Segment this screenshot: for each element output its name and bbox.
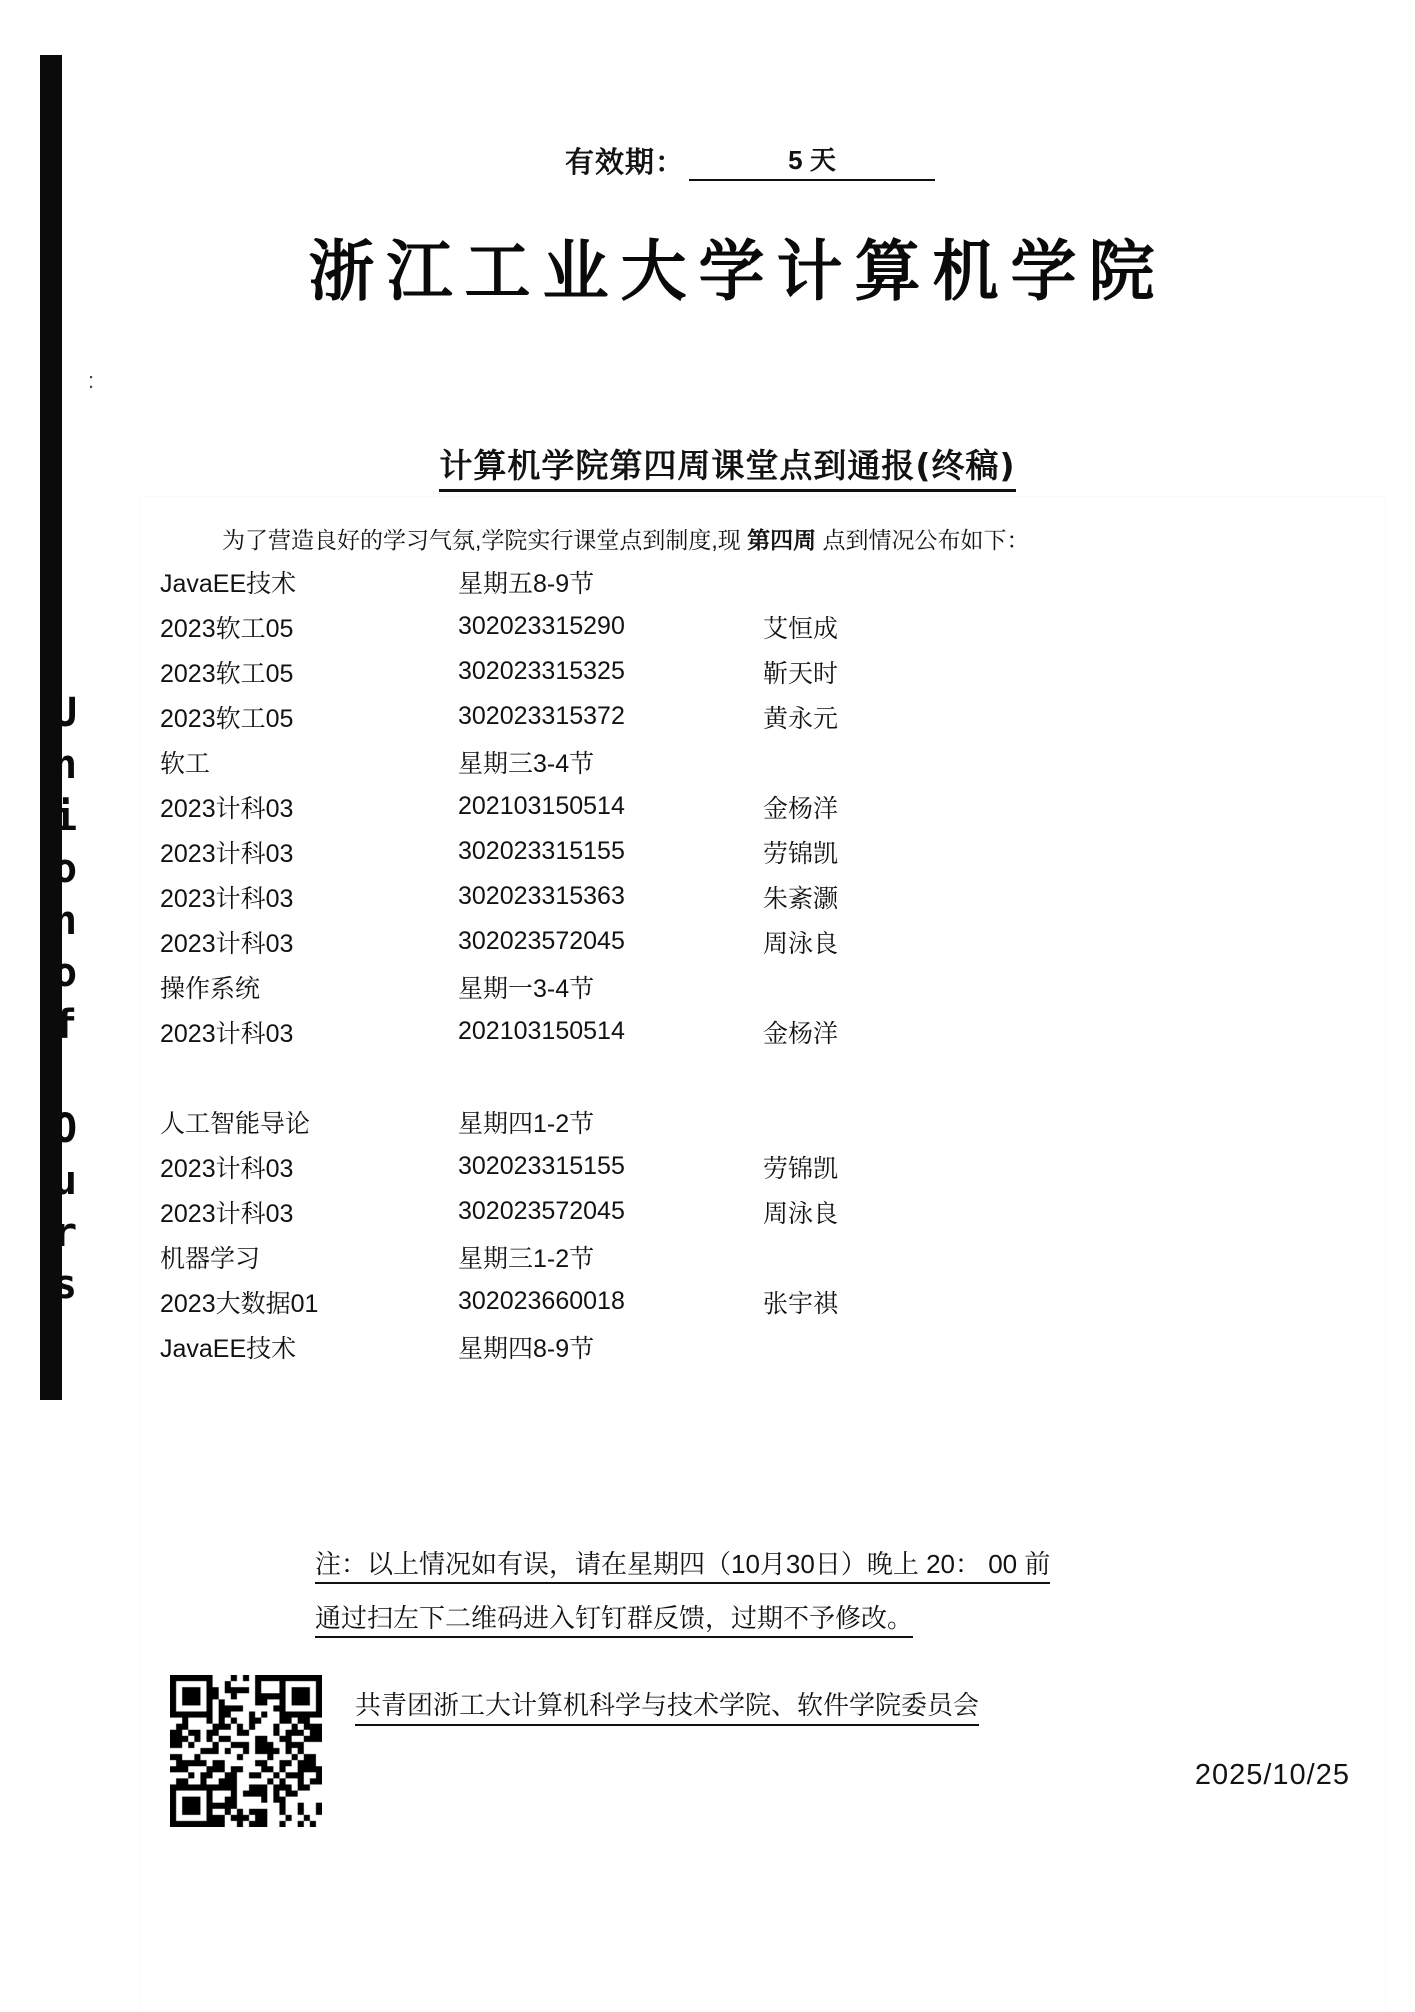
student-name: 靳天时 bbox=[763, 659, 839, 688]
document-title bbox=[0, 440, 1415, 487]
stray-colon-mark: : bbox=[88, 368, 95, 393]
student-id: 302023315372 bbox=[458, 702, 625, 730]
document-title-text: 计算机学院第四周课堂点到通报(终稿) bbox=[439, 446, 1015, 492]
validity-field bbox=[565, 140, 935, 181]
validity-value: 5 天 bbox=[689, 140, 935, 181]
course-time: 星期四8-9节 bbox=[458, 1334, 595, 1363]
intro-after: 点到情况公布如下： bbox=[816, 527, 1030, 553]
table-row bbox=[160, 1009, 1340, 1054]
student-id: 302023315290 bbox=[458, 612, 625, 640]
vertical-watermark-text: Unionof Ours bbox=[42, 690, 88, 1314]
course-time: 星期一3-4节 bbox=[458, 974, 595, 1003]
table-row bbox=[160, 784, 1340, 829]
course-name: 软工 bbox=[160, 749, 211, 778]
student-id: 302023660018 bbox=[458, 1287, 625, 1315]
student-name: 金杨洋 bbox=[763, 1019, 839, 1048]
record-spacer bbox=[160, 1054, 1340, 1099]
student-class: 2023软工05 bbox=[160, 659, 294, 688]
note-line-2 bbox=[315, 1591, 1335, 1645]
course-time: 星期四1-2节 bbox=[458, 1109, 595, 1138]
qr-code-icon[interactable] bbox=[170, 1675, 322, 1827]
course-name: JavaEE技术 bbox=[160, 569, 297, 598]
student-id: 302023315363 bbox=[458, 882, 625, 910]
course-header-row bbox=[160, 1324, 1340, 1369]
table-row bbox=[160, 694, 1340, 739]
student-name: 张宇祺 bbox=[763, 1289, 839, 1318]
course-header-row bbox=[160, 559, 1340, 604]
student-id: 302023315325 bbox=[458, 657, 625, 685]
student-name: 周泳良 bbox=[763, 929, 839, 958]
student-name: 黄永元 bbox=[763, 704, 839, 733]
course-time: 星期五8-9节 bbox=[458, 569, 595, 598]
student-id: 202103150514 bbox=[458, 1017, 625, 1045]
attendance-records-list bbox=[160, 559, 1340, 1369]
student-name: 劳锦凯 bbox=[763, 839, 839, 868]
footer-organization bbox=[355, 1685, 979, 1722]
table-row bbox=[160, 1189, 1340, 1234]
student-class: 2023软工05 bbox=[160, 704, 294, 733]
course-header-row bbox=[160, 1234, 1340, 1279]
student-id: 302023315155 bbox=[458, 837, 625, 865]
student-class: 2023计科03 bbox=[160, 1199, 294, 1228]
course-header-row bbox=[160, 964, 1340, 1009]
note-line-1-text: 注：以上情况如有误，请在星期四（10月30日）晚上 20： 00 前 bbox=[315, 1549, 1050, 1584]
course-name: 人工智能导论 bbox=[160, 1109, 311, 1138]
intro-week-bold: 第四周 bbox=[747, 527, 817, 553]
table-row bbox=[160, 649, 1340, 694]
course-name: JavaEE技术 bbox=[160, 1334, 297, 1363]
footer-organization-text: 共青团浙工大计算机科学与技术学院、软件学院委员会 bbox=[355, 1690, 979, 1726]
note-line-2-text: 通过扫左下二维码进入钉钉群反馈，过期不予修改。 bbox=[315, 1603, 913, 1638]
student-class: 2023大数据01 bbox=[160, 1289, 319, 1318]
student-class: 2023软工05 bbox=[160, 614, 294, 643]
course-time: 星期三3-4节 bbox=[458, 749, 595, 778]
note-block bbox=[315, 1537, 1335, 1645]
student-class: 2023计科03 bbox=[160, 794, 294, 823]
student-id: 302023572045 bbox=[458, 1197, 625, 1225]
table-row bbox=[160, 874, 1340, 919]
validity-label: 有效期： bbox=[565, 145, 686, 179]
student-id: 202103150514 bbox=[458, 792, 625, 820]
student-class: 2023计科03 bbox=[160, 839, 294, 868]
table-row bbox=[160, 919, 1340, 964]
note-line-1 bbox=[315, 1537, 1335, 1591]
content-sheet bbox=[140, 497, 1385, 2012]
student-name: 艾恒成 bbox=[763, 614, 839, 643]
table-row bbox=[160, 1144, 1340, 1189]
student-class: 2023计科03 bbox=[160, 929, 294, 958]
intro-before: 为了营造良好的学习气氛,学院实行课堂点到制度,现 bbox=[222, 527, 748, 553]
student-class: 2023计科03 bbox=[160, 1019, 294, 1048]
course-header-row bbox=[160, 1099, 1340, 1144]
student-name: 朱紊灏 bbox=[763, 884, 839, 913]
footer-date: 2025/10/25 bbox=[1194, 1759, 1350, 1791]
organization-title: 浙江工业大学计算机学院 bbox=[308, 233, 1167, 310]
student-name: 周泳良 bbox=[763, 1199, 839, 1228]
course-header-row bbox=[160, 739, 1340, 784]
course-name: 机器学习 bbox=[160, 1244, 261, 1273]
course-name: 操作系统 bbox=[160, 974, 261, 1003]
student-class: 2023计科03 bbox=[160, 884, 294, 913]
student-id: 302023572045 bbox=[458, 927, 625, 955]
student-id: 302023315155 bbox=[458, 1152, 625, 1180]
table-row bbox=[160, 1279, 1340, 1324]
course-time: 星期三1-2节 bbox=[458, 1244, 595, 1273]
student-name: 劳锦凯 bbox=[763, 1154, 839, 1183]
table-row bbox=[160, 829, 1340, 874]
table-row bbox=[160, 604, 1340, 649]
student-name: 金杨洋 bbox=[763, 794, 839, 823]
intro-paragraph bbox=[160, 522, 1350, 555]
student-class: 2023计科03 bbox=[160, 1154, 294, 1183]
